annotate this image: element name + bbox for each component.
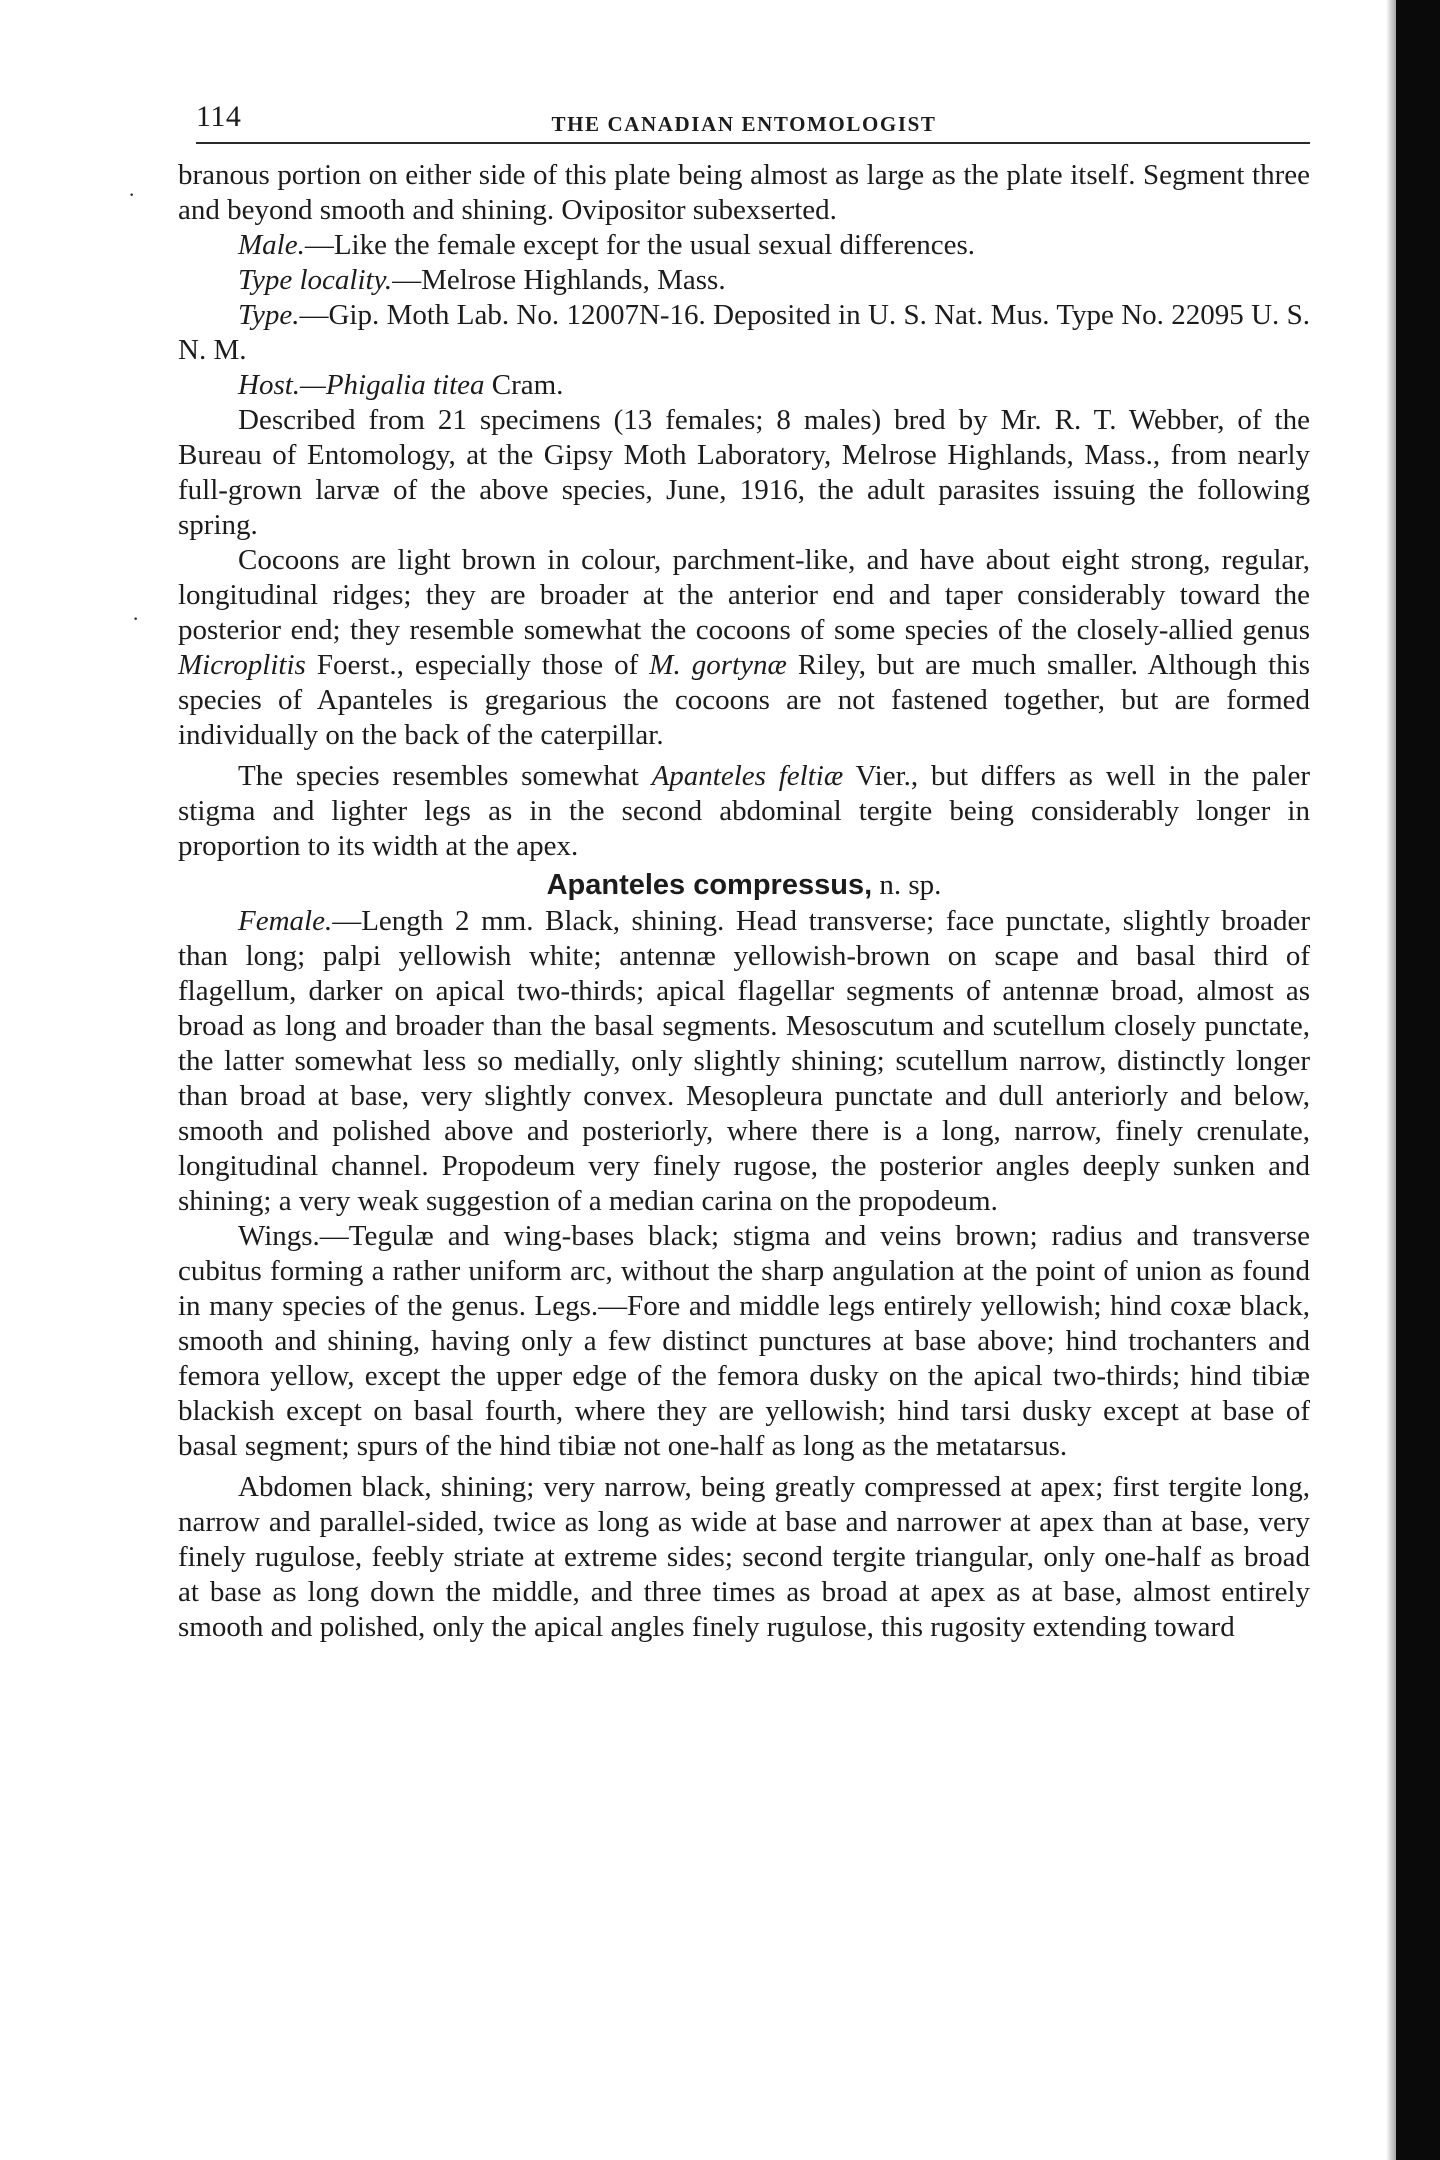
scan-edge-shadow xyxy=(1386,0,1396,2160)
species-status: n. sp. xyxy=(872,869,942,901)
cocoons-text-c: Riley, but are much smaller. Although this species of Apanteles is gregarious the cocoons are not fastened together, but are formed individually on the back of the caterpillar. xyxy=(178,649,1310,751)
paragraph-cocoons xyxy=(178,543,1310,753)
margin-mark: · xyxy=(132,606,140,631)
host-text: Cram. xyxy=(484,369,564,401)
female-text: —Length 2 mm. Black, shining. Head transverse; face punctate, slightly broader than long; palpi yellowish white; antennæ yellowish-brown on scape and basal third of flagellum, darker on apical two-thirds; apical flagellar segments of antennæ broad, almost as broad as long and broader than the basal segments. Mesoscutum and scutellum closely punctate, the latter somewhat less so medially, only slightly shining; scutellum narrow, distinctly longer than broad at base, very slightly convex. Mesopleura punctate and dull anteriorly and below, smooth and polished above and posteriorly, where there is a long, narrow, finely crenulate, longitudinal channel. Propodeum very finely rugose, the posterior angles deeply sunken and shining; a very weak suggestion of a median carina on the propodeum. xyxy=(178,905,1310,1217)
paragraph-continued: branous portion on either side of this plate being almost as large as the plate itself. Segment three and beyond smooth and shining. Ovipositor subexserted. xyxy=(178,159,1310,226)
female-label: Female. xyxy=(238,905,333,937)
body-text xyxy=(178,158,1310,1645)
running-head xyxy=(178,90,1310,138)
male-text: —Like the female except for the usual sexual differences. xyxy=(304,229,976,261)
type-label: Type. xyxy=(238,299,300,331)
paragraph-wings: Wings.—Tegulæ and wing-bases black; stigma and veins brown; radius and transverse cubitus forming a rather uniform arc, without the sharp angulation at the point of union as found in many species of the genus. Legs.—Fore and middle legs entirely yellowish; hind coxæ black, smooth and shining, having only a few distinct punctures at base above; hind trochanters and femora yellow, except the upper edge of the femora dusky on the apical two-thirds; hind tibiæ blackish except on basal fourth, where they are yellowish; hind tarsi dusky except at base of basal segment; spurs of the hind tibiæ not one-half as long as the metatarsus. xyxy=(178,1220,1310,1462)
male-label: Male. xyxy=(238,229,305,261)
resembles-text-a: The species resembles somewhat xyxy=(238,760,652,792)
cocoons-species: M. gortynæ xyxy=(649,649,787,681)
resembles-text-b: Vier., but differs as well in the paler stigma and lighter legs as in the second abdominal tergite being considerably longer in proportion to its width at the apex. xyxy=(178,760,1310,862)
type-locality-text: —Melrose Highlands, Mass. xyxy=(392,264,726,296)
type-locality-label: Type locality. xyxy=(238,264,393,296)
paragraph-type-locality xyxy=(178,263,1310,298)
paragraph-described: Described from 21 specimens (13 females; 8 males) bred by Mr. R. T. Webber, of the Bureau of Entomology, at the Gipsy Moth Laboratory, Melrose Highlands, Mass., from nearly full-grown larvæ of the above species, June, 1916, the adult parasites issuing the following spring. xyxy=(178,404,1310,541)
paragraph-male xyxy=(178,228,1310,263)
page-number: 114 xyxy=(196,100,242,133)
cocoons-text-a: Cocoons are light brown in colour, parchment-like, and have about eight strong, regular, longitudinal ridges; they are broader at the anterior end and taper considerably toward the posterior end; they resemble somewhat the cocoons of some species of the closely-allied genus xyxy=(178,544,1310,646)
paragraph-female xyxy=(178,904,1310,1219)
paragraph-type xyxy=(178,298,1310,368)
resembles-species: Apanteles feltiæ xyxy=(651,760,844,792)
cocoons-genus: Microplitis xyxy=(178,649,306,681)
paragraph-resembles xyxy=(178,759,1310,864)
host-label: Host.—Phigalia titea xyxy=(238,369,485,401)
species-name: Apanteles compressus, xyxy=(546,869,873,901)
cocoons-text-b: Foerst., especially those of xyxy=(305,649,650,681)
scan-edge xyxy=(1396,0,1440,2160)
page xyxy=(178,90,1310,1645)
species-heading xyxy=(178,866,1310,904)
paragraph-abdomen: Abdomen black, shining; very narrow, being greatly compressed at apex; first tergite long, narrow and parallel-sided, twice as long as wide at base and narrower at apex than at base, very finely rugulose, feebly striate at extreme sides; second tergite triangular, only one-half as broad at base as long down the middle, and three times as broad at apex as at base, almost entirely smooth and polished, only the apical angles finely rugulose, this rugosity extending toward xyxy=(178,1471,1310,1643)
header-rule xyxy=(196,142,1310,144)
journal-title: THE CANADIAN ENTOMOLOGIST xyxy=(551,112,937,136)
type-text: —Gip. Moth Lab. No. 12007N-16. Deposited in U. S. Nat. Mus. Type No. 22095 U. S. N. M. xyxy=(178,299,1310,366)
margin-mark: · xyxy=(128,182,136,207)
paragraph-host xyxy=(178,368,1310,403)
